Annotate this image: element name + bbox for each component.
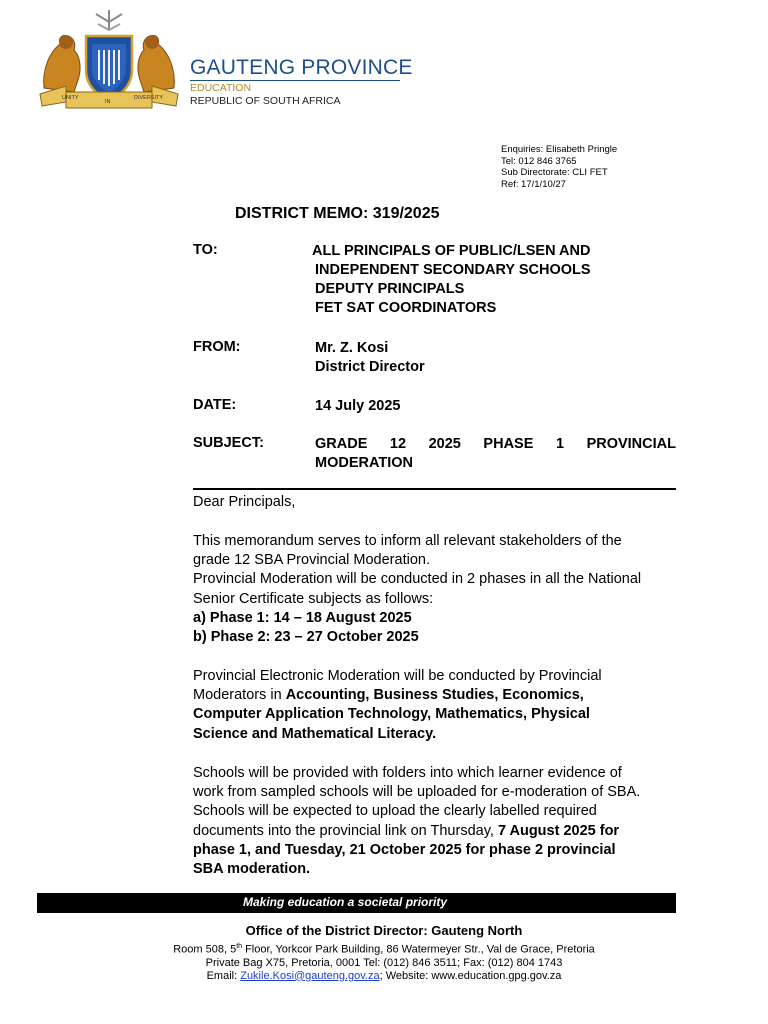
body-line: Provincial Electronic Moderation will be conducted by Provincial	[193, 668, 602, 684]
to-line: FET SAT COORDINATORS	[315, 300, 497, 316]
phase-2-item: b) Phase 2: 23 – 27 October 2025	[193, 629, 419, 646]
svg-text:IN: IN	[105, 99, 111, 105]
province-title: GAUTENG PROVINCE	[190, 56, 413, 79]
subjects-list: Science and Mathematical Literacy.	[193, 725, 437, 742]
body-line	[193, 822, 683, 841]
contact-line: Private Bag X75, Pretoria, 0001 Tel: (012) 846 3511; Fax: (012) 804 1743	[205, 956, 563, 969]
footer-slogan: Making education a societal priority	[243, 895, 448, 909]
date-value: 14 July 2025	[315, 398, 401, 414]
title-underline	[190, 80, 400, 81]
enquiries-ref: Ref: 17/1/10/27	[501, 178, 566, 190]
from-title: District Director	[315, 359, 425, 375]
paragraph-electronic-moderation	[193, 667, 683, 744]
upload-date: phase 1, and Tuesday, 21 October 2025 for phase 2 provincial	[193, 841, 616, 858]
date-label: DATE:	[193, 397, 237, 413]
to-recipients	[312, 242, 591, 318]
to-line: INDEPENDENT SECONDARY SCHOOLS	[315, 262, 591, 278]
to-label: TO:	[193, 242, 218, 258]
subject-word: 1	[555, 436, 565, 452]
phase-1-item: a) Phase 1: 14 – 18 August 2025	[193, 609, 412, 626]
email-link[interactable]: Zukile.Kosi@gauteng.gov.za	[240, 969, 380, 982]
enquiries-contact: Enquiries: Elisabeth Pringle	[501, 144, 618, 155]
svg-text:UNITY: UNITY	[62, 95, 79, 101]
office-title: Office of the District Director: Gauteng North	[245, 923, 523, 938]
address-text: Room 508, 5	[173, 943, 237, 956]
address-line	[0, 940, 768, 957]
subject-word: PHASE	[483, 436, 534, 452]
paragraph-upload	[193, 764, 683, 879]
greeting: Dear Principals,	[193, 494, 296, 510]
body-line	[193, 686, 683, 705]
body-line: Senior Certificate subjects as follows:	[193, 590, 434, 607]
to-line: DEPUTY PRINCIPALS	[315, 281, 465, 297]
subject-word: GRADE	[315, 436, 368, 452]
svg-text:DIVERSITY: DIVERSITY	[134, 95, 164, 101]
upload-date: 7 August 2025 for	[497, 822, 620, 839]
from-value	[315, 339, 425, 377]
address-text: Floor, Yorkcor Park Building, 86 Watermeyer Str., Val de Grace, Pretoria	[242, 943, 595, 956]
enquiries-tel: Tel: 012 846 3765	[501, 155, 577, 167]
body-line: Provincial Moderation will be conducted in 2 phases in all the National	[193, 571, 642, 588]
email-line	[0, 970, 768, 983]
body-line: Schools will be expected to upload the clearly labelled required	[193, 803, 597, 820]
coat-of-arms-logo	[36, 8, 182, 112]
subjects-list: Accounting, Business Studies, Economics,	[285, 687, 584, 704]
subject-line2: MODERATION	[315, 455, 414, 471]
to-line: ALL PRINCIPALS OF PUBLIC/LSEN AND	[312, 243, 591, 259]
subject-word: 12	[389, 436, 407, 452]
subject-label: SUBJECT:	[193, 435, 264, 451]
subject-value	[315, 435, 676, 473]
body-text: Moderators in	[193, 687, 286, 704]
department-name: EDUCATION	[190, 82, 252, 94]
email-label: Email:	[206, 969, 241, 982]
header-divider	[193, 488, 676, 490]
enquiries-subdirectorate: Sub Directorate: CLI FET	[501, 167, 608, 178]
from-label: FROM:	[193, 339, 241, 355]
superscript: th	[236, 943, 243, 950]
from-name: Mr. Z. Kosi	[315, 340, 389, 356]
website-text: ; Website: www.education.gpg.gov.za	[379, 969, 562, 982]
upload-date: SBA moderation.	[193, 861, 311, 878]
enquiries-block	[501, 144, 617, 190]
paragraph-intro	[193, 532, 683, 647]
body-line: Schools will be provided with folders into which learner evidence of	[193, 765, 622, 781]
subjects-list: Computer Application Technology, Mathematics, Physical	[193, 706, 590, 723]
subject-word: PROVINCIAL	[586, 436, 676, 452]
country-name: REPUBLIC OF SOUTH AFRICA	[190, 95, 341, 107]
body-line: grade 12 SBA Provincial Moderation.	[193, 552, 430, 569]
body-line: This memorandum serves to inform all relevant stakeholders of the	[193, 533, 622, 549]
memo-title: DISTRICT MEMO: 319/2025	[235, 205, 440, 222]
subject-word: 2025	[428, 436, 461, 452]
footer-address	[0, 940, 768, 983]
body-text: documents into the provincial link on Thursday,	[193, 822, 498, 839]
body-line: work from sampled schools will be uploaded for e-moderation of SBA.	[193, 784, 641, 801]
